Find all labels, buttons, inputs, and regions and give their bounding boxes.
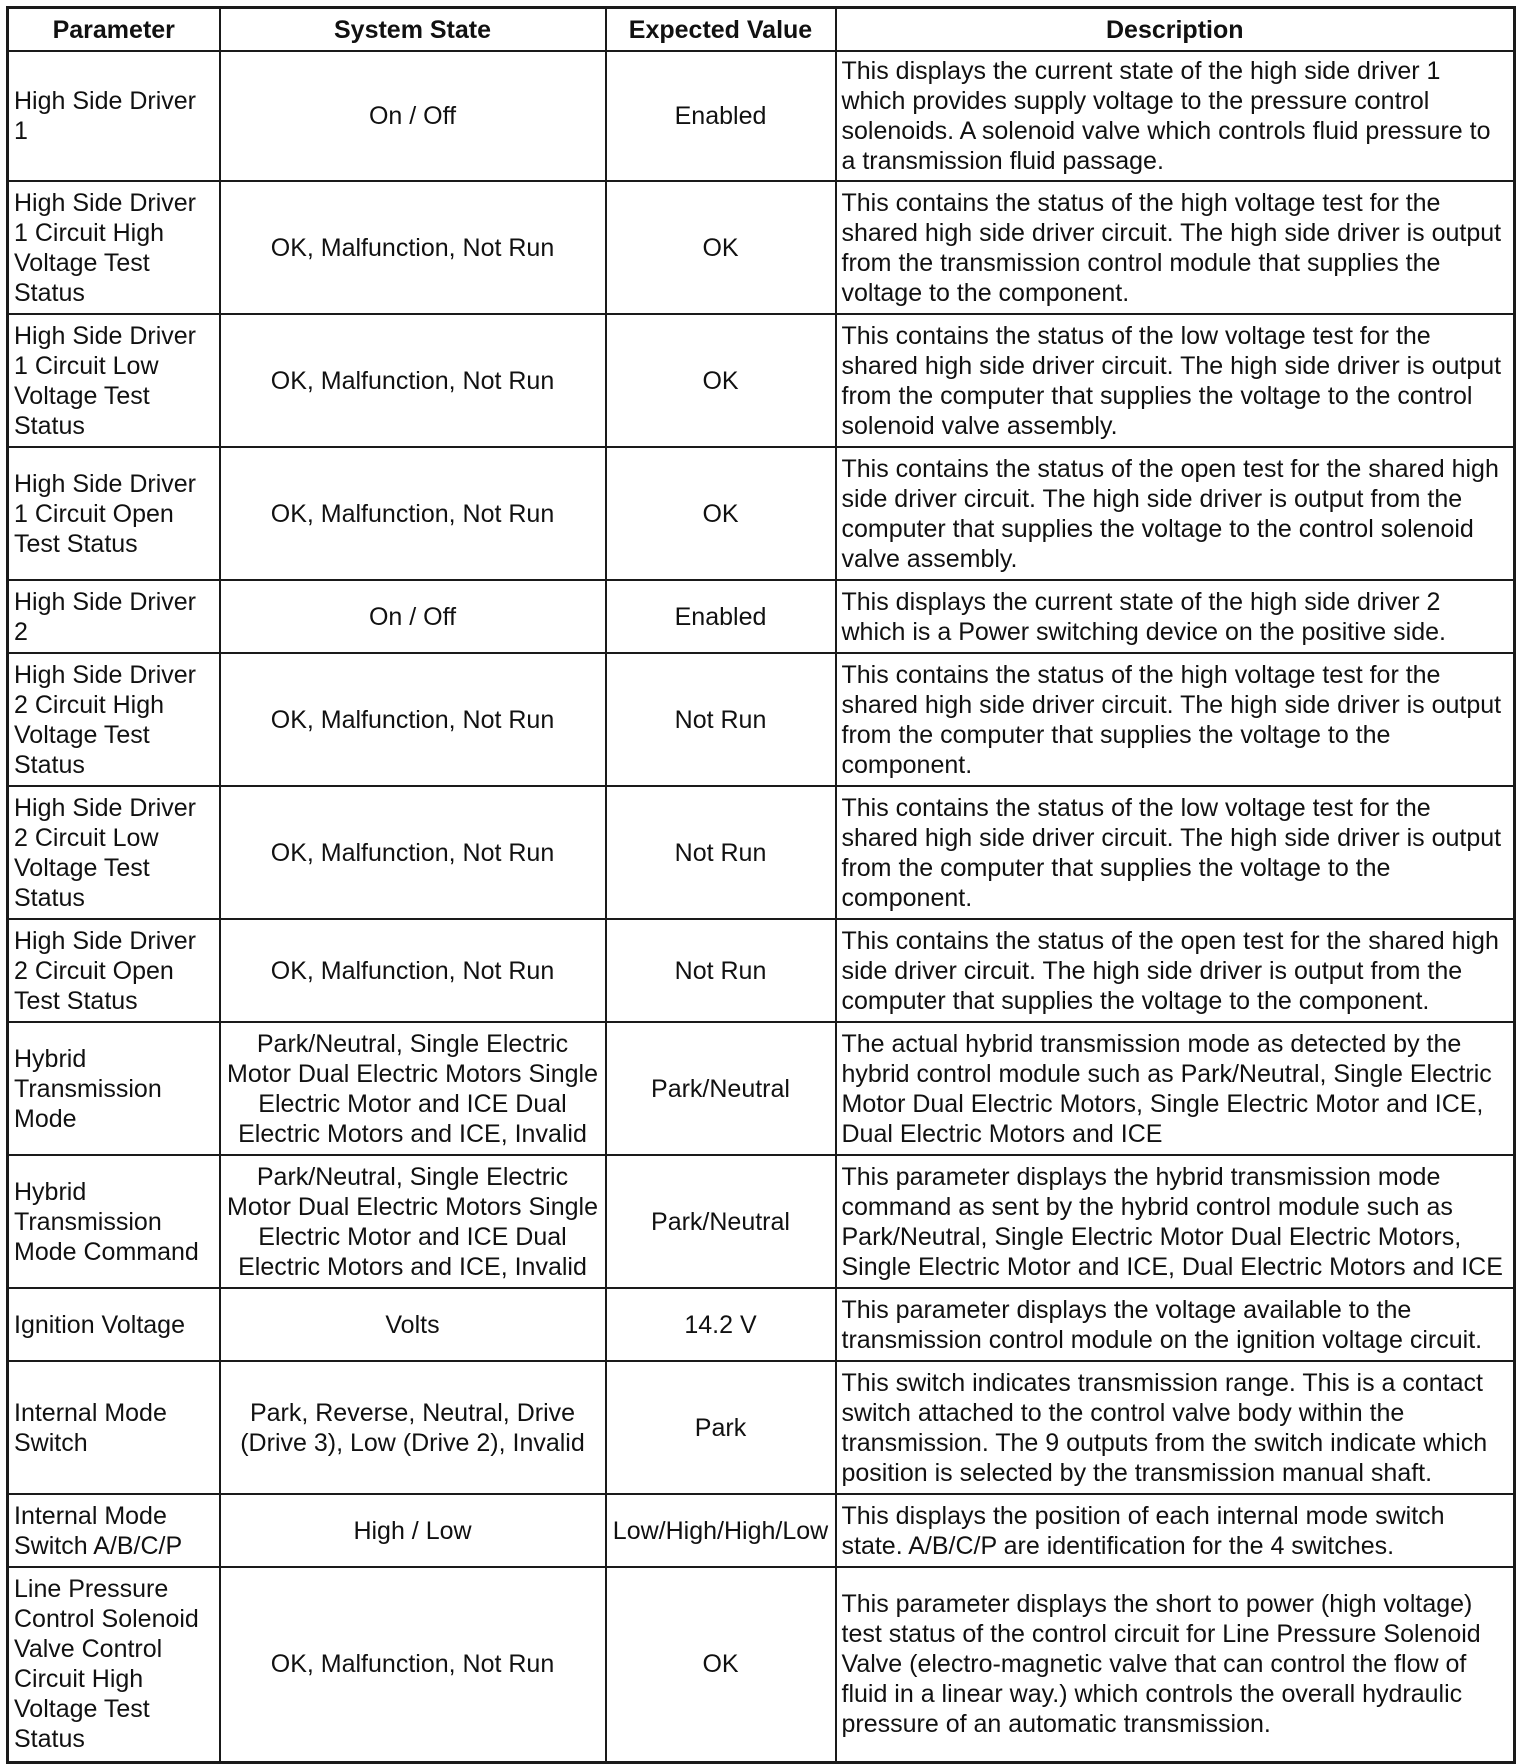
table-row [8,51,1515,181]
parameter-cell: High Side Driver 1 [8,51,220,181]
system-state-cell: On / Off [220,580,606,653]
description-cell: This contains the status of the open test for the shared high side driver circuit. The high side driver is output from the computer that supplies the voltage to the component. [836,919,1515,1022]
parameter-cell: Hybrid Transmission Mode [8,1022,220,1155]
expected-value-cell: OK [606,314,836,447]
expected-value-cell: OK [606,447,836,580]
expected-value-cell: Park/Neutral [606,1022,836,1155]
expected-value-cell: Park/Neutral [606,1155,836,1288]
system-state-cell: Park/Neutral, Single Electric Motor Dual Electric Motors Single Electric Motor and ICE Dual Electric Motors and ICE, Invalid [220,1155,606,1288]
description-cell: This switch indicates transmission range. This is a contact switch attached to the control valve body within the transmission. The 9 outputs from the switch indicate which position is selected by the transmission manual shaft. [836,1361,1515,1494]
table-row [8,580,1515,653]
expected-value-cell: OK [606,181,836,314]
table-row [8,786,1515,919]
table-row [8,1155,1515,1288]
header-system-state: System State [220,8,606,52]
system-state-cell: OK, Malfunction, Not Run [220,447,606,580]
parameter-cell: High Side Driver 1 Circuit Open Test Status [8,447,220,580]
description-cell: This contains the status of the high voltage test for the shared high side driver circuit. The high side driver is output from the computer that supplies the voltage to the component. [836,653,1515,786]
description-cell: This parameter displays the voltage available to the transmission control module on the ignition voltage circuit. [836,1288,1515,1361]
parameter-cell: High Side Driver 1 Circuit Low Voltage Test Status [8,314,220,447]
system-state-cell: Park, Reverse, Neutral, Drive (Drive 3), Low (Drive 2), Invalid [220,1361,606,1494]
header-parameter: Parameter [8,8,220,52]
header-expected-value: Expected Value [606,8,836,52]
parameter-cell: High Side Driver 2 Circuit Open Test Status [8,919,220,1022]
parameter-cell: High Side Driver 2 Circuit High Voltage Test Status [8,653,220,786]
parameter-cell: Line Pressure Control Solenoid Valve Control Circuit High Voltage Test Status [8,1567,220,1762]
description-cell: The actual hybrid transmission mode as detected by the hybrid control module such as Park/Neutral, Single Electric Motor Dual Electric Motors, Single Electric Motor and ICE, Dual Electric Motors and ICE [836,1022,1515,1155]
system-state-cell: OK, Malfunction, Not Run [220,653,606,786]
table-row [8,1361,1515,1494]
system-state-cell: OK, Malfunction, Not Run [220,1567,606,1762]
system-state-cell: On / Off [220,51,606,181]
table-row [8,1494,1515,1567]
parameter-cell: High Side Driver 2 Circuit Low Voltage Test Status [8,786,220,919]
expected-value-cell: Park [606,1361,836,1494]
table-row [8,1022,1515,1155]
header-description: Description [836,8,1515,52]
description-cell: This contains the status of the open test for the shared high side driver circuit. The high side driver is output from the computer that supplies the voltage to the control solenoid valve assembly. [836,447,1515,580]
parameter-cell: High Side Driver 1 Circuit High Voltage Test Status [8,181,220,314]
description-cell: This displays the current state of the high side driver 2 which is a Power switching device on the positive side. [836,580,1515,653]
table-row [8,181,1515,314]
table-row [8,653,1515,786]
parameter-cell: Ignition Voltage [8,1288,220,1361]
table-row [8,447,1515,580]
expected-value-cell: Low/High/High/Low [606,1494,836,1567]
description-cell: This contains the status of the low voltage test for the shared high side driver circuit. The high side driver is output from the computer that supplies the voltage to the control solenoid valve assembly. [836,314,1515,447]
system-state-cell: OK, Malfunction, Not Run [220,919,606,1022]
table-row [8,1288,1515,1361]
table-row [8,919,1515,1022]
description-cell: This displays the current state of the high side driver 1 which provides supply voltage to the pressure control solenoids. A solenoid valve which controls fluid pressure to a transmission fluid passage. [836,51,1515,181]
expected-value-cell: Not Run [606,786,836,919]
description-cell: This displays the position of each internal mode switch state. A/B/C/P are identification for the 4 switches. [836,1494,1515,1567]
expected-value-cell: Enabled [606,51,836,181]
expected-value-cell: OK [606,1567,836,1762]
expected-value-cell: 14.2 V [606,1288,836,1361]
parameter-cell: Hybrid Transmission Mode Command [8,1155,220,1288]
system-state-cell: OK, Malfunction, Not Run [220,181,606,314]
system-state-cell: Park/Neutral, Single Electric Motor Dual Electric Motors Single Electric Motor and ICE Dual Electric Motors and ICE, Invalid [220,1022,606,1155]
system-state-cell: High / Low [220,1494,606,1567]
table-row [8,1567,1515,1762]
parameter-cell: Internal Mode Switch [8,1361,220,1494]
description-cell: This contains the status of the high voltage test for the shared high side driver circuit. The high side driver is output from the transmission control module that supplies the voltage to the component. [836,181,1515,314]
description-cell: This contains the status of the low voltage test for the shared high side driver circuit. The high side driver is output from the computer that supplies the voltage to the component. [836,786,1515,919]
expected-value-cell: Not Run [606,653,836,786]
system-state-cell: OK, Malfunction, Not Run [220,314,606,447]
system-state-cell: OK, Malfunction, Not Run [220,786,606,919]
description-cell: This parameter displays the short to power (high voltage) test status of the control circuit for Line Pressure Solenoid Valve (electro-magnetic valve that can control the flow of fluid in a linear way.) which controls the overall hydraulic pressure of an automatic transmission. [836,1567,1515,1762]
expected-value-cell: Enabled [606,580,836,653]
parameter-cell: High Side Driver 2 [8,580,220,653]
header-row [8,8,1515,52]
parameter-table [6,6,1516,1764]
table-row [8,314,1515,447]
system-state-cell: Volts [220,1288,606,1361]
parameter-cell: Internal Mode Switch A/B/C/P [8,1494,220,1567]
expected-value-cell: Not Run [606,919,836,1022]
description-cell: This parameter displays the hybrid transmission mode command as sent by the hybrid control module such as Park/Neutral, Single Electric Motor Dual Electric Motors, Single Electric Motor and ICE, Dual Electric Motors and ICE [836,1155,1515,1288]
